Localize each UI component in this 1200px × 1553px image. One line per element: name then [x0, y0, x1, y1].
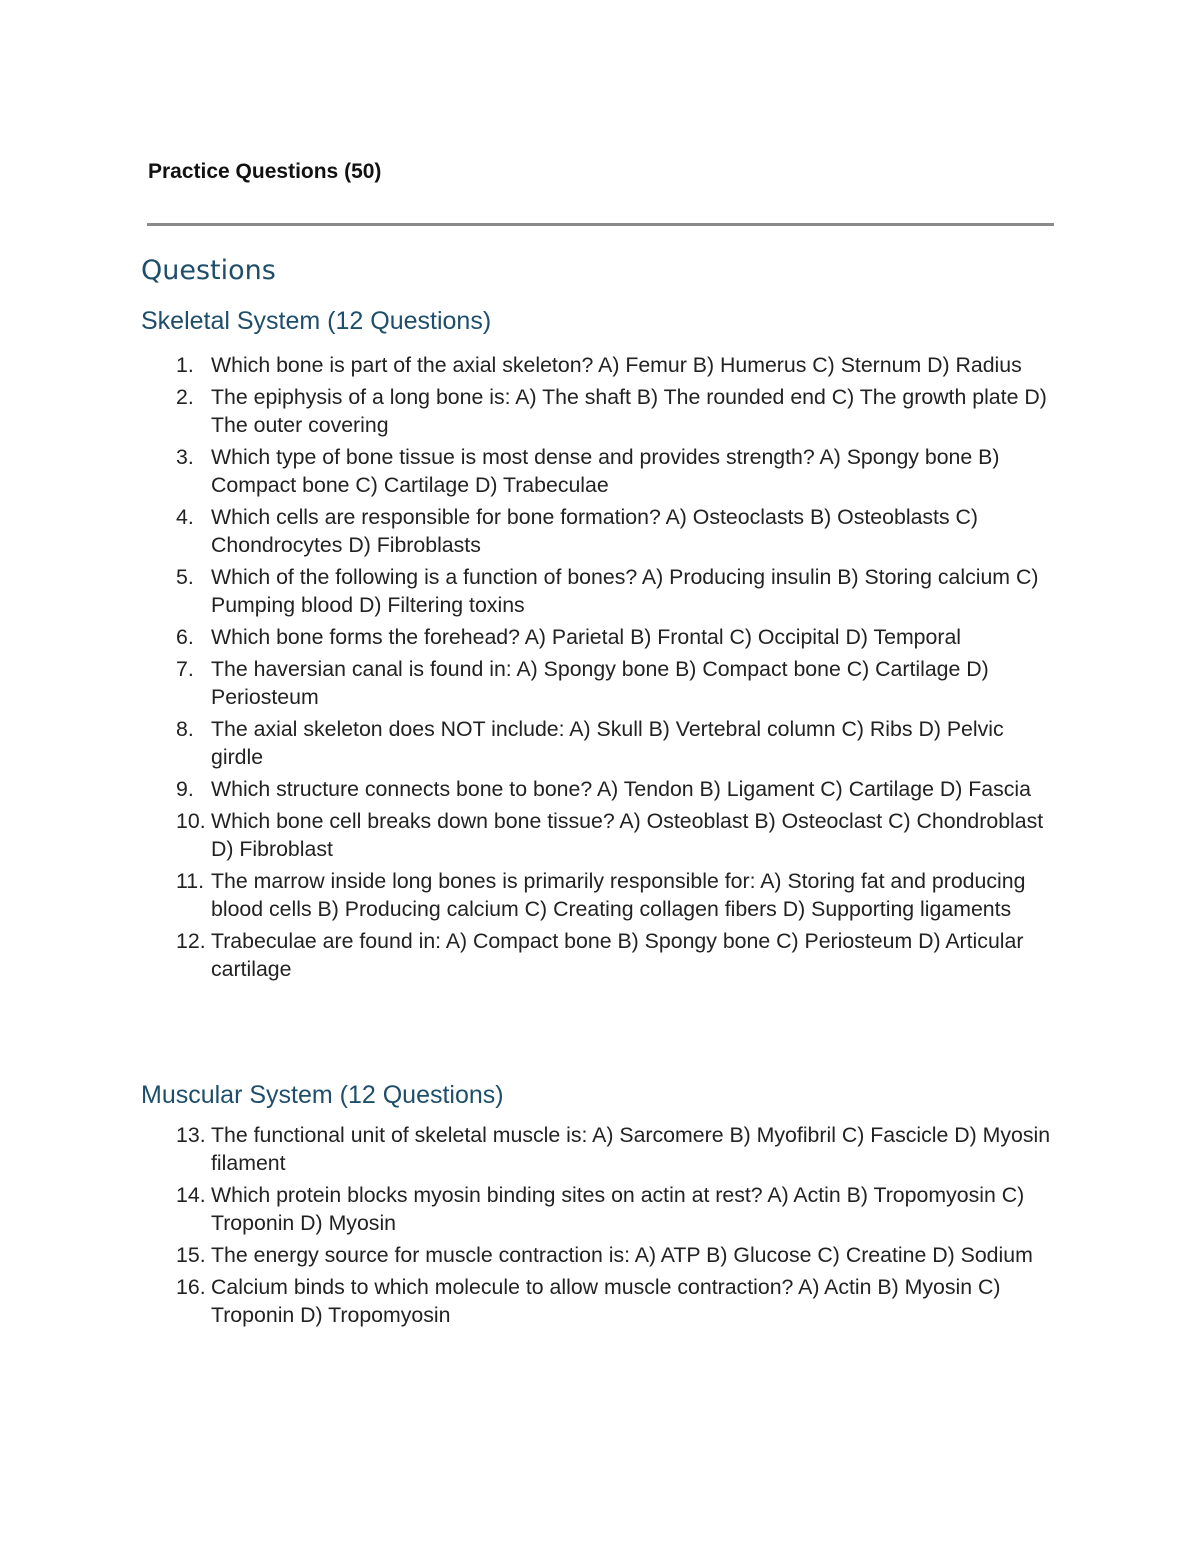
- horizontal-divider: [147, 223, 1054, 226]
- question-number: 15.: [176, 1243, 206, 1267]
- questions-heading: Questions: [141, 255, 276, 286]
- section-muscular-system: [0, 1079, 1200, 1329]
- question-item: [0, 1181, 1061, 1237]
- question-text: Trabeculae are found in: A) Compact bone B) Spongy bone C) Periosteum D) Articular cartilage: [211, 929, 1024, 981]
- question-text: The functional unit of skeletal muscle is: A) Sarcomere B) Myofibril C) Fascicle D) Myosin filament: [211, 1123, 1051, 1175]
- question-item: [0, 867, 1061, 923]
- question-item: [0, 1121, 1061, 1177]
- question-number: 2.: [176, 385, 194, 409]
- question-number: 1.: [176, 353, 194, 377]
- document-title: Practice Questions (50): [148, 160, 382, 183]
- question-text: Which bone is part of the axial skeleton? A) Femur B) Humerus C) Sternum D) Radius: [211, 353, 1022, 377]
- question-number: 8.: [176, 717, 194, 741]
- question-list: [0, 351, 1200, 983]
- question-item: [0, 927, 1061, 983]
- question-number: 6.: [176, 625, 194, 649]
- question-item: [0, 807, 1061, 863]
- question-item: [0, 1273, 1061, 1329]
- question-number: 4.: [176, 505, 194, 529]
- question-text: The energy source for muscle contraction is: A) ATP B) Glucose C) Creatine D) Sodium: [211, 1243, 1033, 1267]
- question-list: [0, 1121, 1200, 1329]
- question-text: Which protein blocks myosin binding sites on actin at rest? A) Actin B) Tropomyosin C) Troponin D) Myosin: [211, 1183, 1025, 1235]
- section-heading: Muscular System (12 Questions): [141, 1081, 504, 1109]
- question-number: 10.: [176, 809, 206, 833]
- question-text: The axial skeleton does NOT include: A) Skull B) Vertebral column C) Ribs D) Pelvic girdle: [211, 717, 1004, 769]
- question-text: Which structure connects bone to bone? A) Tendon B) Ligament C) Cartilage D) Fascia: [211, 777, 1031, 801]
- question-number: 5.: [176, 565, 194, 589]
- question-text: Which bone cell breaks down bone tissue? A) Osteoblast B) Osteoclast C) Chondroblast D) Fibroblast: [211, 809, 1044, 861]
- question-number: 16.: [176, 1275, 206, 1299]
- question-text: The marrow inside long bones is primarily responsible for: A) Storing fat and producing blood cells B) Producing calcium C) Creating collagen fibers D) Supporting ligaments: [211, 869, 1026, 921]
- question-number: 3.: [176, 445, 194, 469]
- question-item: [0, 1241, 1061, 1269]
- question-text: Which of the following is a function of bones? A) Producing insulin B) Storing calcium C) Pumping blood D) Filtering toxins: [211, 565, 1039, 617]
- question-number: 11.: [176, 869, 205, 893]
- question-item: [0, 443, 1061, 499]
- question-item: [0, 503, 1061, 559]
- question-number: 13.: [176, 1123, 206, 1147]
- question-text: Which type of bone tissue is most dense and provides strength? A) Spongy bone B) Compact bone C) Cartilage D) Trabeculae: [211, 445, 1000, 497]
- question-text: Which bone forms the forehead? A) Parietal B) Frontal C) Occipital D) Temporal: [211, 625, 962, 649]
- question-item: [0, 351, 1061, 379]
- question-text: Which cells are responsible for bone formation? A) Osteoclasts B) Osteoblasts C) Chondrocytes D) Fibroblasts: [211, 505, 979, 557]
- question-item: [0, 563, 1061, 619]
- question-text: The epiphysis of a long bone is: A) The shaft B) The rounded end C) The growth plate D) The outer covering: [211, 385, 1047, 437]
- question-item: [0, 775, 1061, 803]
- question-text: Calcium binds to which molecule to allow muscle contraction? A) Actin B) Myosin C) Troponin D) Tropomyosin: [211, 1275, 1001, 1327]
- question-number: 9.: [176, 777, 194, 801]
- question-item: [0, 383, 1061, 439]
- question-number: 7.: [176, 657, 194, 681]
- question-item: [0, 655, 1061, 711]
- section-heading: Skeletal System (12 Questions): [141, 307, 492, 335]
- question-number: 12.: [176, 929, 206, 953]
- question-item: [0, 715, 1061, 771]
- section-skeletal-system: [0, 305, 1200, 983]
- question-item: [0, 623, 1061, 651]
- question-number: 14.: [176, 1183, 206, 1207]
- question-text: The haversian canal is found in: A) Spongy bone B) Compact bone C) Cartilage D) Periosteum: [211, 657, 989, 709]
